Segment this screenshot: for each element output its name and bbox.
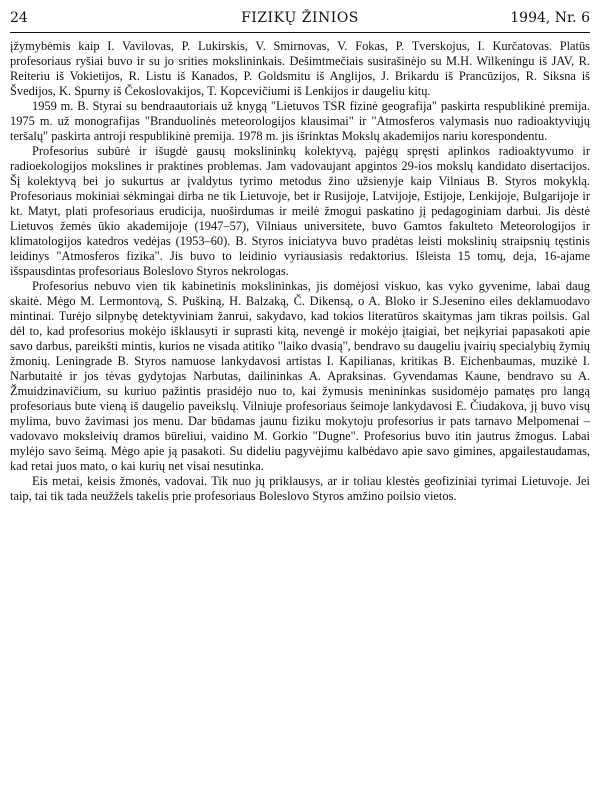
paragraph-personal: Profesorius nebuvo vien tik kabinetinis mokslininkas, jis domėjosi viskuo, kas vyko gyvenime, labai daug skaitė. Mėgo M. Lermontovą, S. Puškiną, H. Balzaką, Č. Dikensą, o A. Bloko ir S.Jesenino eiles deklamuodavo mintinai. Turėjo silpnybę detektyviniam žanrui, sakydavo, kad tokios literatūros skaitymas jam tikras poilsis. Gal dėl to, kad profesorius mokėjo išklausyti ir suprasti kitą, nevengė ir mokėjo įtaigiai, bet neįkyriai papasakoti apie savo darbus, pareikšti mintis, kurios ne visada atitiko "laiko dvasią", bendravo su daugeliu įvairių specialybių žymių žmonių. Leningrade B. Styros namuose lankydavosi artistas I. Kapilianas, kritikas B. Eichenbaumas, muzikė I. Narbutaitė ir jos tėvas gydytojas Narbutas, dailininkas A. Apraksinas. Gyvendamas Kaune, bendravo su A. Žmuidzinavičium, su kuriuo pažintis prasidėjo nuo to, kai žymusis menininkas susidomėjo pamatęs pro langą profesoriaus bute vieną iš daugelio paveikslų. Vilniuje profesoriaus šeimoje lankydavosi E. Čiudakova, jį buvo visų mylima, buvo žavimasi jos menu. Dar būdamas jaunu fiziku mokytoju profesorius ir pats tarnavo Melpomenai – vadovavo moksleivių dramos būreliui, vaidino M. Gorkio "Dugne". Profesorius buvo itin jautrus žmogus. Labai mylėjo savo šeimą. Mėgo apie ją pasakoti. Su dideliu pagyvėjimu kalbėdavo apie savo gimines, apgailestaudamas, kad retai juos mato, o kai kurių net visai nesutinka.	[10, 279, 590, 473]
article-body	[10, 39, 590, 504]
journal-title: FIZIKŲ ŽINIOS	[241, 10, 359, 26]
paragraph-awards: 1959 m. B. Styrai su bendraautoriais už knygą "Lietuvos TSR fizinė geografija" paskirta respublikinė premija. 1975 m. už monografijas "Branduolinės meteorologijos klausimai" ir "Atmosferos valymasis nuo radioaktyviųjų teršalų" paskirta antroji respublikinė premija. 1978 m. jis išrinktas Mokslų akademijos nariu korespondentu.	[10, 99, 590, 143]
paragraph-closing: Eis metai, keisis žmonės, vadovai. Tik nuo jų priklausys, ar ir toliau klestės geofiziniai tyrimai Lietuvoje. Jei taip, tai tik tada neužžels takelis prie profesoriaus Boleslovo Styros amžino poilsio vietos.	[10, 474, 590, 503]
issue-label: 1994, Nr. 6	[510, 10, 590, 26]
running-header	[10, 6, 590, 33]
page-number: 24	[10, 10, 28, 26]
paragraph-school: Profesorius subūrė ir išugdė gausų mokslininkų kolektyvą, pajėgų spręsti aplinkos radioaktyvumo ir radioekologijos mokslines ir praktines problemas. Jam vadovaujant apgintos 29-ios mokslų kandidato disertacijos. Šį kolektyvą bei jo sukurtus ar įvaldytus tyrimo metodus žino užsienyje kaip Vilniaus B. Styros mokyklą. Profesoriaus mokiniai sėkmingai dirba ne tik Lietuvoje, bet ir Rusijoje, Latvijoje, Estijoje, Lenkijoje, Bulgarijoje ir kt. Matyt, plati profesoriaus erudicija, nuoširdumas ir meilė žmogui paskatino jį pedagoginiam darbui. Jis dėstė Lietuvos žemės ūkio akademijoje (1947–57), Vilniaus universitete, buvo Gamtos fakulteto Meteorologijos ir klimatologijos katedros vedėjas (1953–60). B. Styros iniciatyva buvo pradėtas leisti mokslinių straipsnių tęstinis leidinys "Atmosferos fizika". Jis buvo to leidinio vyriausiasis redaktorius. Išleista 15 tomų, deja, 16-ajame išspausdintas profesoriaus Boleslovo Styros nekrologas.	[10, 144, 590, 278]
paragraph-continuation: įžymybėmis kaip I. Vavilovas, P. Lukirskis, V. Smirnovas, V. Fokas, P. Tverskojus, I. Kurčatovas. Platūs profesoriaus ryšiai buvo ir su jo srities mokslininkais. Dešimtmečiais susirašinėjo su M.H. Wilkeningu iš JAV, R. Reiteriu iš Vokietijos, R. Listu iš Kanados, P. Goldsmitu iš Anglijos, J. Brikardu iš Prancūzijos, R. Siksna iš Švedijos, K. Spurny iš Čekoslovakijos, T. Kopcevičiumi iš Lenkijos ir daugeliu kitų.	[10, 39, 590, 98]
